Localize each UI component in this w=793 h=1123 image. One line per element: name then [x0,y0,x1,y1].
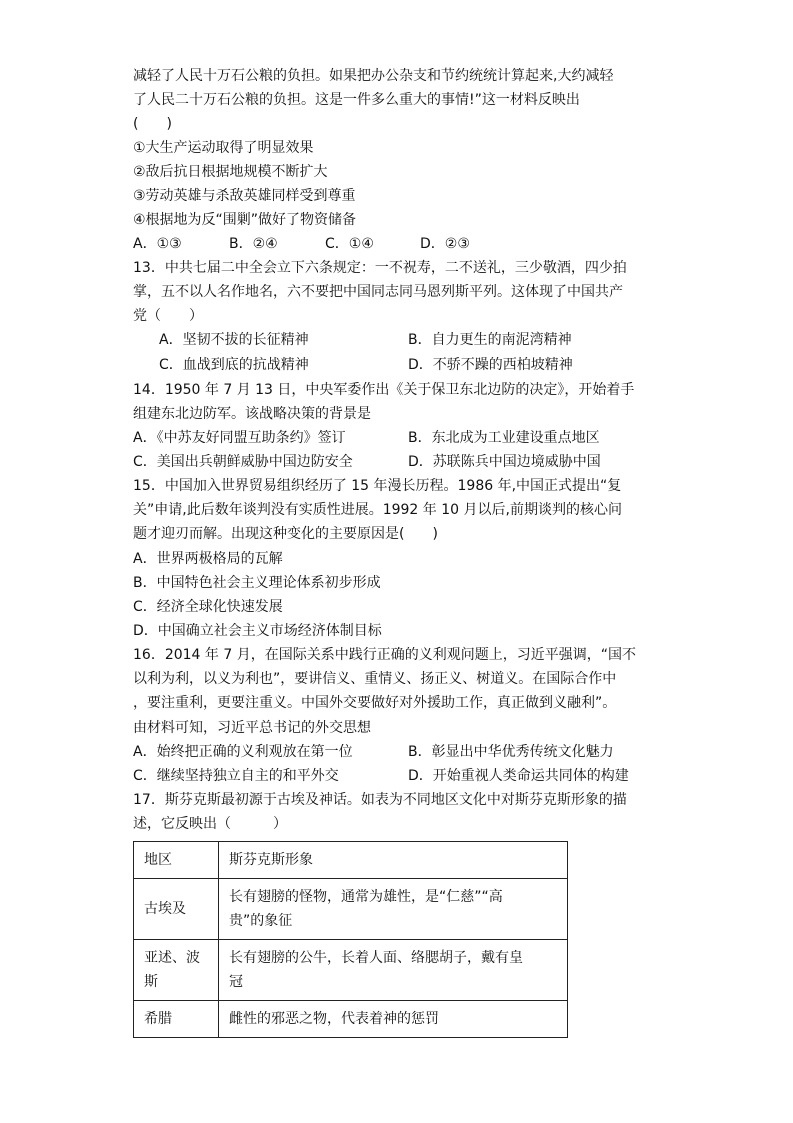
description-text-line: 贵”的象征 [229,913,293,929]
q15-option-d[interactable]: D．中国确立社会主义市场经济体制目标 [133,623,382,639]
table-header-region: 地区 [134,842,219,879]
q12-option-d[interactable]: D．②③ [420,236,470,252]
q16-line-3: ，要注重利，更要注重义。中国外交要做好对外援助工作，真正做到义融利”。 [133,695,617,711]
q12-line-1: 减轻了人民十万石公粮的负担。如果把办公杂支和节约统统计算起来,大约减轻 [133,68,614,84]
table-cell-region [134,879,219,940]
q16-option-b[interactable]: B．彰显出中华优秀传统文化魅力 [408,744,614,760]
table-cell-region [134,940,219,1001]
table-cell-region [134,1001,219,1038]
q17-line-2: 述，它反映出（ ） [133,816,287,832]
q15-line-3: 题才迎刃而解。出现这种变化的主要原因是( ) [133,526,438,542]
table-row [134,879,568,940]
q12-options [133,235,673,253]
q14-line-2: 组建东北边防军。该战略决策的背景是 [133,406,371,422]
q12-option-c[interactable]: C．①④ [325,236,374,252]
q16-line-4: 由材料可知，习近平总书记的外交思想 [133,720,371,736]
q13-option-a[interactable]: A．坚韧不拔的长征精神 [159,332,309,348]
description-text-line: 冠 [229,974,243,990]
q14-option-c[interactable]: C．美国出兵朝鲜威胁中国边防安全 [133,454,353,470]
q13-line-1: 13．中共七届二中全会立下六条规定：一不祝寿，二不送礼，三少敬酒，四少拍 [133,260,627,276]
q15-line-2: 关”申请,此后数年谈判没有实质性进展。1992 年 10 月以后,前期谈判的核心问 [133,502,622,518]
description-text-line: 雌性的邪恶之物，代表着神的惩罚 [229,1011,439,1027]
q12-option-b[interactable]: B．②④ [229,236,278,252]
q16-option-a[interactable]: A．始终把正确的义利观放在第一位 [133,744,353,760]
q14-option-d[interactable]: D．苏联陈兵中国边境威胁中国 [408,454,601,470]
q12-item-3: ③劳动英雄与杀敌英雄同样受到尊重 [133,188,356,204]
q12-item-4: ④根据地为反“围剿”做好了物资储备 [133,212,357,228]
q14-option-a[interactable]: A．《中苏友好同盟互助条约》签订 [133,430,346,446]
table-header-image: 斯芬克斯形象 [219,842,568,879]
q12-item-1: ①大生产运动取得了明显效果 [133,140,314,156]
q15-option-b[interactable]: B．中国特色社会主义理论体系初步形成 [133,575,381,591]
table-header-row [134,842,568,879]
description-text-line: 长有翅膀的怪物，通常为雄性，是“仁慈”“高 [229,889,503,905]
q13-options-row-1 [159,331,699,349]
table-cell-description [219,1001,568,1038]
q15-line-1: 15．中国加入世界贸易组织经历了 15 年漫长历程。1986 年,中国正式提出“复 [133,478,622,494]
table-cell-description [219,940,568,1001]
sphinx-table [133,841,568,1038]
q12-line-3: ( ) [133,116,172,132]
description-text-line: 长有翅膀的公牛，长着人面、络腮胡子，戴有皇 [229,950,523,966]
q16-line-1: 16．2014 年 7 月，在国际关系中践行正确的义利观问题上，习近平强调，“国不 [133,647,636,663]
table-row [134,940,568,1001]
q16-options-row-2 [133,767,673,785]
q14-options-row-1 [133,429,673,447]
q13-option-b[interactable]: B．自力更生的南泥湾精神 [408,332,572,348]
q16-option-d[interactable]: D．开始重视人类命运共同体的构建 [408,768,629,784]
q12-option-a[interactable]: A．①③ [133,236,182,252]
region-text: 希腊 [144,1011,172,1027]
q15-option-a[interactable]: A．世界两极格局的瓦解 [133,551,283,567]
q13-options-row-2 [159,356,699,374]
q13-option-d[interactable]: D．不骄不躁的西柏坡精神 [408,357,573,373]
region-text: 古埃及 [144,901,186,917]
q12-item-2: ②敌后抗日根据地规模不断扩大 [133,164,328,180]
q14-options-row-2 [133,453,673,471]
q13-option-c[interactable]: C．血战到底的抗战精神 [159,357,309,373]
region-text-line: 亚述、波 [144,950,200,966]
q16-option-c[interactable]: C．继续坚持独立自主的和平外交 [133,768,339,784]
q13-line-3: 党（ ） [133,308,203,324]
table-row [134,1001,568,1038]
q16-options-row-1 [133,743,673,761]
q15-option-c[interactable]: C．经济全球化快速发展 [133,599,283,615]
q14-line-1: 14．1950 年 7 月 13 日，中央军委作出《关于保卫东北边防的决定》，开始着手 [133,382,635,398]
q13-line-2: 掌，五不以人名作地名，六不要把中国同志同马恩列斯平列。这体现了中国共产 [133,284,623,300]
q16-line-2: 以利为利，以义为利也”，要讲信义、重情义、扬正义、树道义。在国际合作中 [133,671,617,687]
region-text-line: 斯 [144,974,158,990]
q14-option-b[interactable]: B．东北成为工业建设重点地区 [408,430,600,446]
q12-line-2: 了人民二十万石公粮的负担。这是一件多么重大的事情!”这一材料反映出 [133,92,580,108]
q17-line-1: 17．斯芬克斯最初源于古埃及神话。如表为不同地区文化中对斯芬克斯形象的描 [133,792,627,808]
table-cell-description [219,879,568,940]
